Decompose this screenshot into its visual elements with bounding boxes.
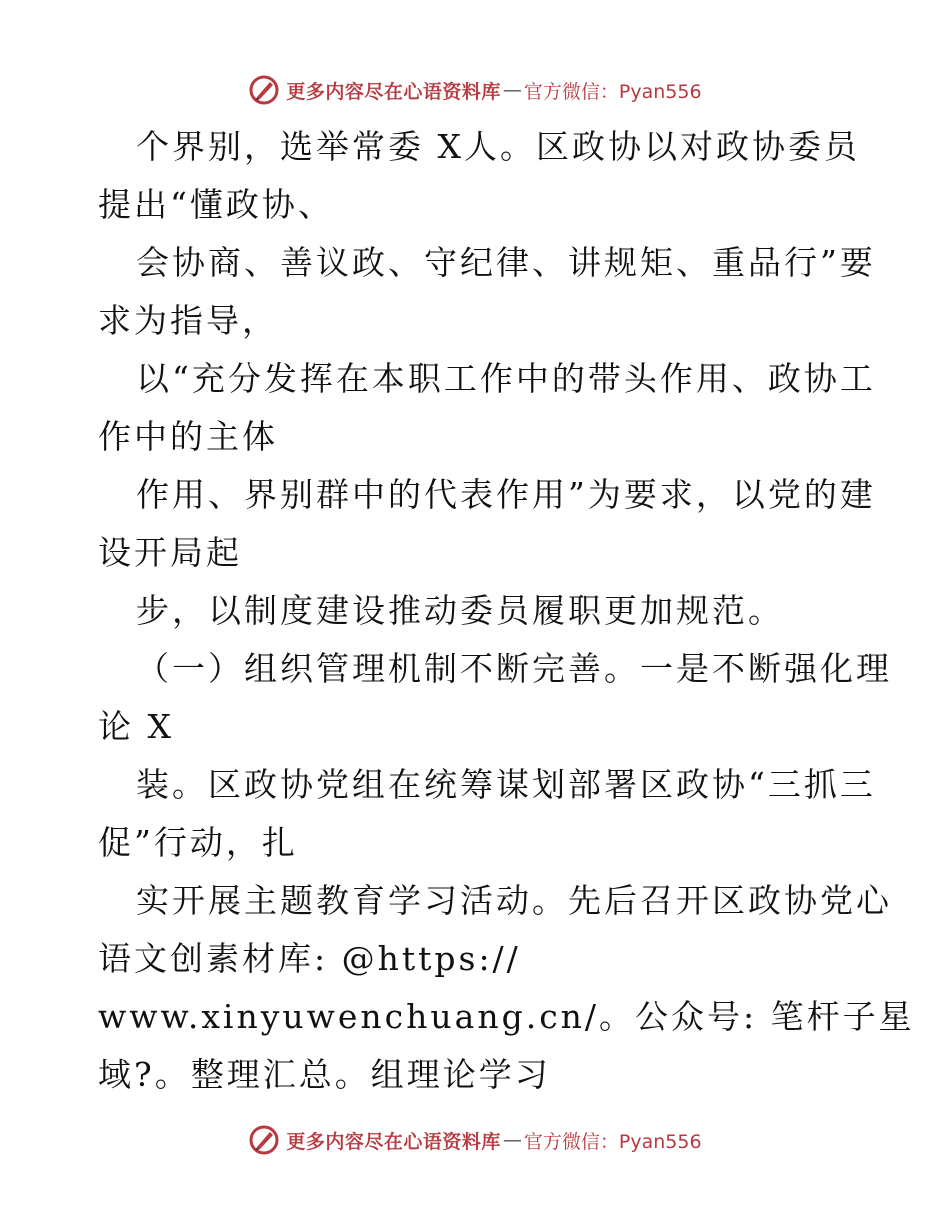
pen-logo-icon	[248, 74, 280, 106]
body-line: www.xinyuwenchuang.cn/。公众号: 笔杆子星	[98, 997, 915, 1036]
pen-logo-icon	[248, 1124, 280, 1156]
footer-banner	[0, 1120, 950, 1160]
body-line: 装。区政协党组在统筹谋划部署区政协“三抓三	[136, 765, 876, 804]
body-line: 语文创素材库: @https://	[98, 939, 521, 978]
body-line: （一）组织管理机制不断完善。一是不断强化理	[136, 649, 892, 688]
footer-banner-text: 更多内容尽在心语资料库	[286, 1130, 501, 1153]
footer-wechat: 官方微信：Pyan556	[523, 1130, 702, 1153]
document-body	[98, 118, 915, 1104]
body-line: 域?。整理汇总。组理论学习	[98, 1055, 551, 1094]
body-line: 会协商、善议政、守纪律、讲规矩、重品行”要	[136, 243, 876, 282]
body-line: 作用、界别群中的代表作用”为要求，以党的建	[136, 475, 876, 514]
body-line: 作中的主体	[98, 417, 278, 456]
body-line: 促”行动，扎	[98, 823, 298, 862]
body-line: 实开展主题教育学习活动。先后召开区政协党心	[136, 881, 892, 920]
header-wechat: 官方微信：Pyan556	[523, 80, 702, 103]
header-banner	[0, 70, 950, 110]
body-line: 设开局起	[98, 533, 242, 572]
body-line: 个界别，选举常委 X人。区政协以对政协委员	[136, 127, 860, 166]
body-line: 以“充分发挥在本职工作中的带头作用、政协工	[136, 359, 876, 398]
body-line: 求为指导，	[98, 301, 278, 340]
header-separator: —	[502, 79, 522, 101]
body-line: 提出“懂政协、	[98, 185, 334, 224]
header-banner-text: 更多内容尽在心语资料库	[286, 80, 501, 103]
body-line: 论 X	[98, 707, 174, 746]
footer-separator: —	[502, 1129, 522, 1151]
body-line: 步，以制度建设推动委员履职更加规范。	[136, 591, 784, 630]
